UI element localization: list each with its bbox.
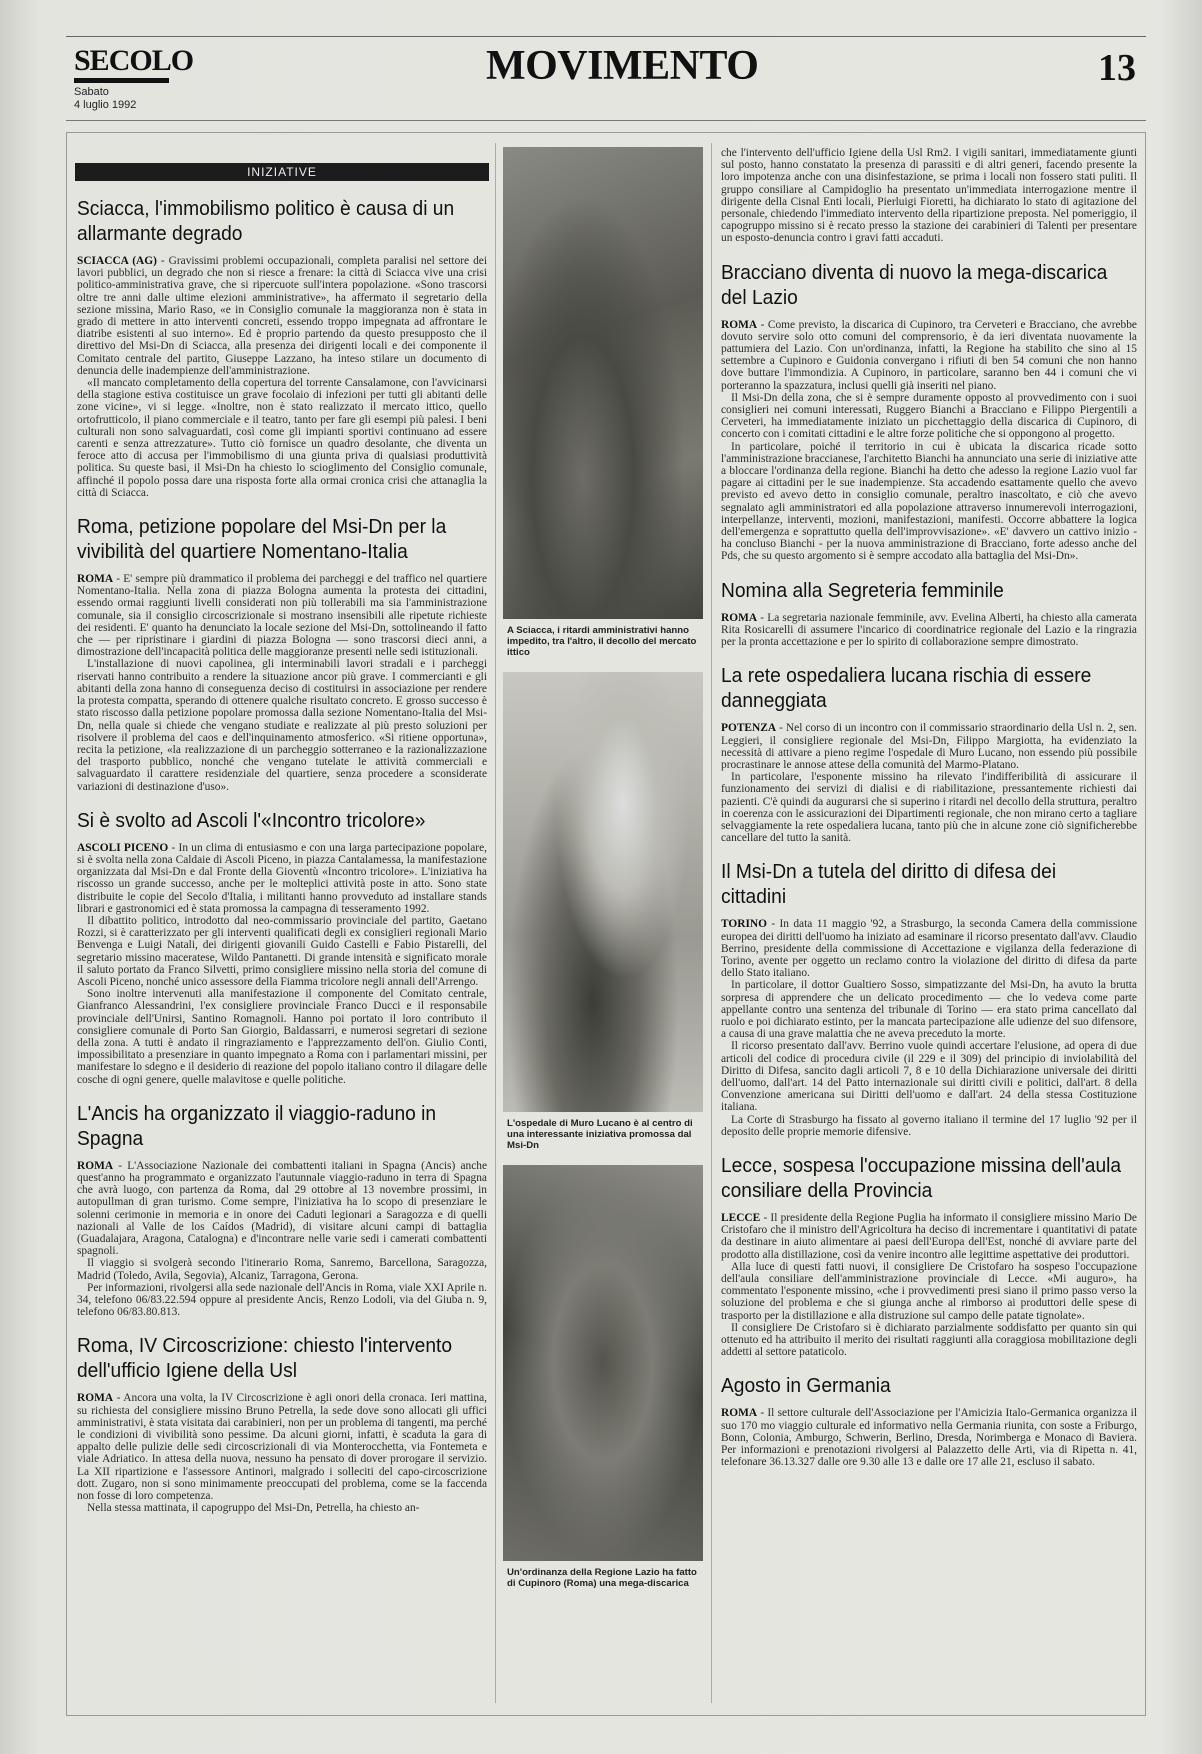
article-paragraph: Il ricorso presentato dall'avv. Berrino vuole quindi accertare l'elusione, ad opera di due articoli del codice di procedura civile (il 229 e il 309) del principio di inviolabilità del Diritto di Difesa, sancito dagli articoli 7, 8 e 10 della Dichiarazione universale dei diritti dell'uomo, dall'art. 14 del Patto internazionale sui diritti civili e politici, dall'art. 8 della Convenzione americana sui Diritti dell'uomo e dall'art. 24 della stessa Costituzione italiana. (721, 1040, 1137, 1114)
article-headline: Il Msi-Dn a tutela del diritto di difesa dei cittadini (721, 861, 1057, 909)
article-paragraph: «Il mancato completamento della copertura del torrente Cansalamone, con l'avvicinarsi della stagione estiva costituisce un grave focolaio di infezioni per tutti gli abitanti delle zone vicine», vi si legge. «Inoltre, non è stato realizzato il mercato ittico, quello ortofrutticolo, il piano commerciale e il teatro, tanto per fare gli esempi più palesi. I beni culturali non sono salvaguardati, così come gli impianti sportivi continuano ad essere carenti e senza attrezzature». Tutto ciò fornisce un quadro desolante, che diventa un feroce atto di accusa per l'immobilismo di una giunta priva di qualsiasi produttività politica. Su queste basi, il Msi-Dn ha chiesto lo scioglimento del Consiglio comunale, affinché il popolo possa dare una risposta forte alla ormai cronica crisi che attanaglia la città di Sciacca. (77, 377, 487, 499)
article-diritto-difesa (719, 860, 1139, 1138)
dateline: ROMA (721, 318, 758, 331)
article-paragraph: ROMA - Come previsto, la discarica di Cupinoro, tra Cerveteri e Bracciano, che avrebbe dovuto servire solo otto comuni del comprensorio, è da ieri diventata nuovamente la pattumiera del Lazio. Con un'ordinanza, infatti, la Regione ha stabilito che sino al 15 settembre a Cupinoro e Guidonia convergano i rifiuti di ben 54 comuni che non hanno dove buttare l'immondizia. A Cupinoro, in particolare, saranno ben 44 i comuni che vi porteranno la spazzatura, inclusi quelli già inseriti nel piano. (721, 318, 1137, 392)
issue-date-text: 4 luglio 1992 (74, 99, 137, 111)
article-headline: Agosto in Germania (721, 1375, 891, 1398)
photo-column (503, 133, 703, 1603)
article-sciacca (75, 197, 489, 499)
article-paragraph: ROMA - E' sempre più drammatico il problema dei parcheggi e del traffico nel quartiere Nomentano-Italia. Nella zona di piazza Bologna aumenta la protesta dei cittadini, essendo ormai raggiunti livelli considerati non più tollerabili ma sia l'amministrazione comunale, sia il consiglio circoscrizionale si mostrano insensibili alle ripetute richieste dei residenti. E' quanto ha denunciato la locale sezione del Msi-Dn, sottolineando il fatto che — per ripristinare i giardini di piazza Bologna — sono trascorsi dieci anni, a dimostrazione dell'incapacità politica delle maggioranze presenti nelle sedi istituzionali. (77, 573, 487, 659)
article-paragraph: Nella stessa mattinata, il capogruppo del Msi-Dn, Petrella, ha chiesto an- (87, 1502, 420, 1515)
left-column (75, 133, 489, 1524)
article-body (77, 1160, 487, 1319)
article-headline: La rete ospedaliera lucana rischia di essere danneggiata (721, 665, 1092, 713)
photo-caption: Un'ordinanza della Regione Lazio ha fatto di Cupinoro (Roma) una mega-discarica (507, 1567, 697, 1589)
article-paragraph: che l'intervento dell'ufficio Igiene della Usl Rm2. I vigili sanitari, immediatamente giunti sul posto, hanno constatato la presenza di parassiti e di altri generi, facendo presente la loro impotenza anche con una disinfestazione, se prima i locali non fossero stati puliti. Il gruppo consiliare al Campidoglio ha presentato un'immediata interrogazione mentre il dirigente della Cisnal Enti locali, Pierluigi Fioretti, ha dichiarato lo stato di agitazione del personale, chiedendo l'immediato intervento della ripartizione preposta. Nel pomeriggio, il capogruppo missino si è recato presso la stazione dei carabinieri di Talenti per presentare un esposto-denuncia contro i gravi fatti accaduti. (721, 147, 1137, 245)
page-number: 13 (1098, 47, 1136, 89)
article-paragraph: In particolare, il dottor Gualtiero Sosso, simpatizzante del Msi-Dn, ha avuto la brutta sorpresa di apprendere che un delicato procedimento — che lo vedeva come parte appellante contro una sentenza del tribunale di Torino — era stato prima cancellato dal ruolo e poi dichiarato estinto, per la mancata partecipazione alle udienze del suo difensore, a causa di una grave malattia che ne aveva preceduto la morte. (721, 979, 1137, 1041)
article-paragraph: Il consigliere De Cristofaro si è dichiarato parzialmente soddisfatto per quanto sin qui ottenuto ed ha attribuito il merito dei risultati raggiunti alla coraggiosa mobilitazione degli addetti al settore pataticolo. (721, 1321, 1137, 1359)
article-paragraph: ROMA - Il settore culturale dell'Associazione per l'Amicizia Italo-Germanica organizza il suo 170 mo viaggio culturale ed informativo nella Germania riunita, con soste a Friburgo, Bonn, Colonia, Amburgo, Schwerin, Berlino, Dresda, Norimberga e Monaco di Baviera. Per informazioni e prenotazioni rivolgersi al Palazzetto delle Arti, via di Ripetta n. 41, telefonare 36.13.327 dalle ore 9.30 alle 13 e dalle ore 17 alle 21, escluso il sabato. (721, 1407, 1137, 1469)
dateline: TORINO (721, 918, 767, 931)
kicker-label: INIZIATIVE (75, 163, 489, 181)
article-ospedaliera (719, 664, 1139, 844)
photo-landfill (503, 1165, 703, 1561)
article-headline: Roma, petizione popolare del Msi-Dn per la vivibilità del quartiere Nomentano-Italia (77, 516, 447, 564)
article-paragraph: SCIACCA (AG) - Gravissimi problemi occupazionali, completa paralisi nel settore dei lavori pubblici, un degrado che non si riesce a frenare: la città di Sciacca vive una crisi politico-amministrativa grave, che si ripercuote sull'intera popolazione. «Sono trascorsi oltre tre anni dalle ultime elezioni amministrative», ha affermato il segretario della sezione missina, Mario Raso, «e in Consiglio comunale la maggioranza non è stata in grado di mettere in atto interventi concreti, essendo troppo impegnata ad affrontare le diatribe esistenti al suo interno». Ed è proprio partendo da questo presupposto che il direttivo del Msi-Dn di Sciacca, alla presenza dei dirigenti locali e dei componente il Comitato centrale del partito, Giuseppe Lazzano, ha inteso stilare un documento di denuncia delle inadempienze dell'amministrazione. (77, 255, 487, 377)
article-paragraph: In particolare, poiché il territorio in cui è ubicata la discarica ricade sotto l'amministrazione braccianese, l'architetto Bianchi ha annunciato una serie di iniziative atte a bloccare l'ordinanza della regione. Bianchi ha detto che adesso la regione Lazio vuol far pagare ai cittadini per le sue inadempienze. Sta accadendo esattamente quello che avevo previsto ed avevo detto in consiglio comunale, peraltro inascoltato, e ciò che avevo segnalato agli amministratori ed alla popolazione attraverso innumerevoli interrogazioni, interpellanze, interventi, mozioni, manifestazioni, manifesti. Occorre abbattere la logica dell'emergenza e soprattutto quella dell'improvvisazione». «E' davvero un cattivo inizio - ha concluso Bianchi - per la nuova amministrazione di Bracciano, forte adesso anche del Pds, che su questo argomento si è sempre accodato alla battaglia del Msi-Dn». (721, 440, 1137, 563)
article-lecce (719, 1154, 1139, 1358)
dateline: ROMA (77, 1392, 114, 1405)
photo-caption: L'ospedale di Muro Lucano è al centro di una interessante iniziativa promossa dal Msi-Dn (507, 1118, 693, 1151)
dateline: ASCOLI PICENO (77, 841, 169, 854)
content-frame (66, 132, 1146, 1716)
article-paragraph: TORINO - In data 11 maggio '92, a Strasburgo, la seconda Camera della commissione europea dei diritti dell'uomo ha iniziato ad esaminare il ricorso presentato dall'avv. Claudio Berrino, presidente della commissione di Accettazione e vigilanza della federazione di Torino, avente per oggetto un reclamo contro la violazione del diritto di difesa da parte dello Stato italiano. (721, 918, 1137, 980)
article-paragraph: Il dibattito politico, introdotto dal neo-commissario provinciale del partito, Gaetano Rozzi, si è caratterizzato per gli interventi qualificati degli ex consiglieri regionali Mario Benvenga e Luigi Natali, dei dirigenti giovanili Guido Castelli e Fabio Pistarelli, del segretario missino maceratese, Wildo Pantanetti. Di grande intensità e significato morale il saluto portato da Franco Silvetti, primo consigliere missino nella storia del comune di Ascoli Piceno, nonché unico assessore della Fiamma tricolore negli annali dell'Arrengo. (77, 914, 487, 988)
article-paragraph: L'installazione di nuovi capolinea, gli interminabili lavori stradali e i parcheggi riservati hanno contribuito a rendere la situazione ancor più grave. I commercianti e gli abitanti della zona hanno di conseguenza deciso di costituirsi in associazione per rendere la protesta compatta, sperando di ottenere qualche risultato concreto. E grosso successo è stato riscosso dalla petizione popolare promossa dalla sezione Nomentano-Italia del Msi-Dn, nella quale si chiede che vengano studiate e realizzate al più presto soluzioni per risolvere il problema del caos e dell'inquinamento atmosferico. «Si ritiene opportuna», recita la petizione, «la realizzazione di un parcheggio sotterraneo e la razionalizzazione del trasporto pubblico, nonché che vengano tutelate le attività commerciali e salvaguardato il carattere residenziale del quartiere, senza procedere a sconsiderate variazioni di destinazione d'uso». (77, 658, 487, 793)
continuation-text (721, 147, 1137, 245)
dateline: POTENZA (721, 722, 777, 735)
article-paragraph: In particolare, l'esponente missino ha rilevato l'indifferibilità di assicurare il funzionamento dei servizi di dialisi e di riabilitazione, pressantemente richiesti dai pazienti. C'è quindi da augurarsi che si superino i ritardi nel decollo della struttura, peraltro in coerenza con le assicurazioni dei Dipartimenti regionale, che non mirano certo a tagliare selvaggiamente la rete ospedaliera lucana, tanto più che in alcune zone ciò significherebbe cancellare del tutto la sanità. (721, 771, 1137, 845)
article-paragraph: ROMA - L'Associazione Nazionale dei combattenti italiani in Spagna (Ancis) anche quest'anno ha programmato e organizzato l'autunnale viaggio-raduno in terra di Spagna che avrà luogo, con partenza da Roma, dal 29 ottobre al 13 novembre prossimi, in autopullman di gran turismo. Come sempre, l'iniziativa ha lo scopo di presenziare le solenni cerimonie in memoria e in onore dei Caduti legionari a Saragozza e di quelli nazionali al Valle de los Caídos (Madrid), di visitare alcuni campi di battaglia (Guadalajara, Aragona, Catalogna) e d'incontrare nelle varie sedi i camerati combattenti spagnoli. (77, 1159, 487, 1258)
article-body (721, 319, 1137, 563)
masthead (66, 34, 1146, 114)
article-paragraph: ASCOLI PICENO - In un clima di entusiasmo e con una larga partecipazione popolare, si è svolta nella zona Caldaie di Ascoli Piceno, in piazza Cantalamessa, la manifestazione organizzata dal Msi-Dn e dal Fronte della Gioventù «Incontro tricolore». L'iniziativa ha riscosso un grande successo, anche per le molteplici attività poste in atto. Sono state distribuite le copie del Secolo d'Italia, i militanti hanno provveduto ad installare stands librari e gastronomici ed è stata promossa la campagna di tesseramento 1992. (77, 841, 487, 915)
article-headline: Roma, IV Circoscrizione: chiesto l'intervento dell'ufficio Igiene della Usl (77, 1335, 453, 1383)
dateline: LECCE (721, 1211, 761, 1224)
article-segreteria (719, 579, 1139, 649)
article-paragraph: Sono inoltre intervenuti alla manifestazione il componente del Comitato centrale, Gianfranco Alessandrini, l'ex consigliere provinciale Franco Ducci e il responsabile provinciale dell'Unirsi, Santino Romagnoli. Hanno poi portato il loro contributo il consigliere comunale di Porto San Giorgio, Baldassarri, e numerosi segretari di sezione della zona. A tutti è andato il ringraziamento e l'apprezzamento dell'on. Giulio Conti, impossibilitato a presenziare in quanto impegnato a Roma con i parlamentari missini, per manifestare lo sdegno e il desiderio di reazione del popolo italiano contro il dilagare delle cosche di ogni genere, quelle malavitose e quelle politiche. (77, 988, 487, 1086)
article-ancis (75, 1102, 489, 1319)
article-body (721, 1212, 1137, 1358)
issue-day: Sabato (74, 86, 109, 98)
article-paragraph: POTENZA - Nel corso di un incontro con il commissario straordinario della Usl n. 2, sen. Leggieri, il consigliere regionale del Msi-Dn, Filippo Margiotta, ha evidenziato la necessità di attivare a pieno regime l'ospedale di Muro Lucano, non essendo più possibile procrastinare le annose attese della comunità del Marmo-Platano. (721, 722, 1137, 771)
dateline: ROMA (77, 573, 114, 586)
article-germania (719, 1374, 1139, 1468)
article-headline: Nomina alla Segreteria femminile (721, 579, 1004, 602)
article-paragraph: ROMA - Ancora una volta, la IV Circoscrizione è agli onori della cronaca. Ieri mattina, su richiesta del consigliere missino Bruno Petrella, la sede dove sono allocati gli uffici amministrativi, è stata visitata dai carabinieri, non per un problema di tangenti, ma perché le condizioni di vivibilità sono pessime. Da alcuni giorni, infatti, è scaduta la gara di appalto delle pulizie delle sedi circoscrizionali di via Monterocchetta, via Fontemeta e viale Adriatico. In attesa della nuova, nessuno ha pensato di dover prorogare il servizio. La XII ripartizione e l'assessore Antinori, malgrado i solleciti del capo-circoscrizione dott. Zugaro, non si sono minimamente preoccupati del problema, come se la faccenda non fosse di loro competenza. (77, 1392, 487, 1503)
right-column (719, 133, 1139, 1478)
article-body (721, 612, 1137, 649)
photo-hospital (503, 672, 703, 1112)
article-paragraph: Il viaggio si svolgerà secondo l'itinerario Roma, Sanremo, Barcellona, Saragozza, Madrid (Toledo, Avila, Segovia), Alcaniz, Tarragona, Gerona. (77, 1257, 487, 1282)
dateline: ROMA (77, 1159, 114, 1172)
article-paragraph: ROMA - La segretaria nazionale femminile, avv. Evelina Alberti, ha chiesto alla camerata Rita Rosicarelli di assumere l'incarico di coordinatrice regionale del Lazio e la ringrazia per la pronta accettazione e per lo spirito di collaborazione sempre dimostrato. (721, 611, 1137, 649)
article-body (77, 842, 487, 1086)
article-paragraph: Alla luce di questi fatti nuovi, il consigliere De Cristofaro ha sospeso l'occupazione dell'aula consiliare dell'amministrazione provinciale di Lecce. «Mi auguro», ha commentato l'esponente missino, «che i provvedimenti presi siano il primo passo verso la soluzione del problema e che si giunga anche al rimborso ai produttori delle spese di trasporto per la distillazione e alla distruzione sul campo delle patate tignolate». (721, 1260, 1137, 1322)
article-headline: Lecce, sospesa l'occupazione missina dell'aula consiliare della Provincia (721, 1154, 1122, 1202)
article-paragraph: LECCE - Il presidente della Regione Puglia ha informato il consigliere missino Mario De Cristofaro che il ministro dell'Agricoltura ha deciso di incrementare i quantitativi di patate da destinare in aiuto alimentare ai paesi dell'Europa dell'Est, nonché di avviare parte del prodotto alla distillazione, così da venire incontro alle legittime aspettative dei produttori. (721, 1211, 1137, 1261)
issue-date (74, 86, 136, 112)
article-body (77, 1392, 487, 1514)
column-rule (495, 143, 496, 1703)
masthead-rule (66, 120, 1146, 121)
article-body (77, 573, 487, 793)
newspaper-logo: SECOLO (74, 44, 194, 77)
article-paragraph: Per informazioni, rivolgersi alla sede nazionale dell'Ancis in Roma, viale XXI Aprile n. 34, telefono 06/83.22.594 oppure al presidente Ancis, Renzo Lodoli, via del Giuba n. 9, telefono 06/83.80.813. (77, 1281, 487, 1319)
article-body (721, 918, 1137, 1138)
article-nomentano (75, 515, 489, 793)
column-rule (711, 143, 712, 1703)
logo-underline (74, 78, 169, 83)
article-iv-circoscrizione (75, 1334, 489, 1514)
article-body (721, 1407, 1137, 1468)
article-paragraph: La Corte di Strasburgo ha fissato al governo italiano il termine del 17 luglio '92 per il deposito delle proprie memorie difensive. (721, 1113, 1137, 1138)
dateline: SCIACCA (AG) (77, 255, 157, 267)
article-headline: Si è svolto ad Ascoli l'«Incontro tricolore» (77, 809, 426, 832)
article-body (721, 722, 1137, 844)
article-body (77, 255, 487, 499)
article-bracciano (719, 261, 1139, 563)
dateline: ROMA (721, 611, 758, 624)
article-headline: Bracciano diventa di nuovo la mega-discarica del Lazio (721, 261, 1108, 309)
article-headline: Sciacca, l'immobilismo politico è causa di un allarmante degrado (77, 198, 455, 245)
dateline: ROMA (721, 1407, 758, 1420)
photo-fish-market (503, 147, 703, 619)
section-title: MOVIMENTO (486, 43, 759, 89)
photo-caption: A Sciacca, i ritardi amministrativi hanno impedito, tra l'altro, il decollo del mercato ittico (507, 625, 697, 658)
article-ascoli (75, 809, 489, 1086)
article-headline: L'Ancis ha organizzato il viaggio-raduno in Spagna (77, 1102, 437, 1150)
article-paragraph: Il Msi-Dn della zona, che si è sempre duramente opposto al provvedimento con i suoi consiglieri nei comuni interessati, Ruggero Bianchi a Bracciano e Filippo Piergentili a Cerveteri, ha immediatamente iniziato un picchettaggio della discarica di Cupinoro, di concerto con i comitati cittadini e le altre forze politiche che si oppongono al progetto. (721, 391, 1137, 441)
